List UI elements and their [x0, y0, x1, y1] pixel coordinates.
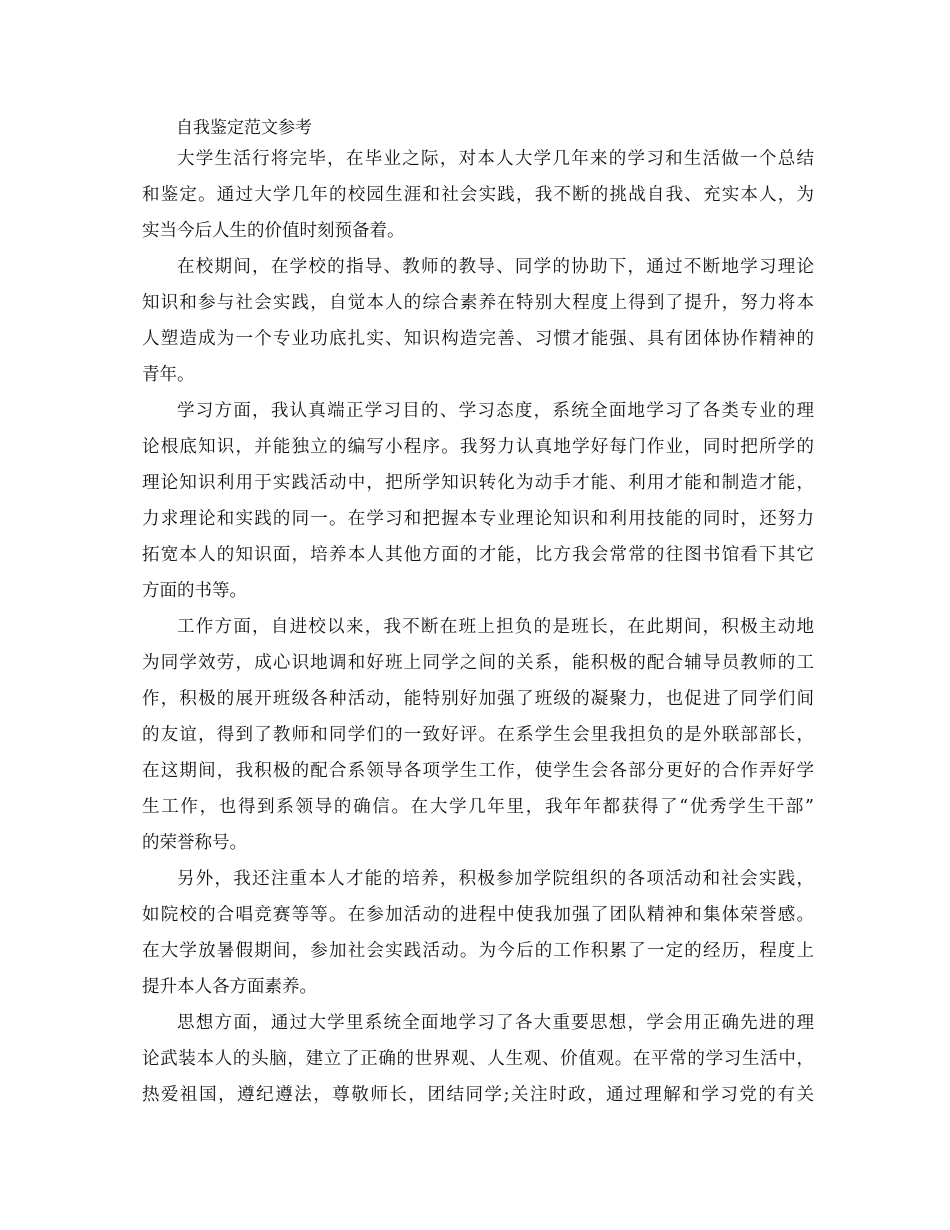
text-line: 工作方面，自进校以来，我不断在班上担负的是班长，在此期间，积极主动地 [177, 617, 814, 637]
text-line: 理论知识利用于实践活动中，把所学知识转化为动手才能、利用才能和制造才能， [142, 473, 814, 493]
text-line: 和鉴定。通过大学几年的校园生涯和社会实践，我不断的挑战自我、充实本人，为 [142, 185, 814, 205]
text-line: 另外，我还注重本人才能的培养，积极参加学院组织的各项活动和社会实践， [177, 869, 814, 889]
text-line: 论根底知识，并能独立的编写小程序。我努力认真地学好每门作业，同时把所学的 [142, 437, 814, 457]
paragraph [142, 1005, 814, 1113]
text-line: 在校期间，在学校的指导、教师的教导、同学的协助下，通过不断地学习理论 [177, 257, 814, 277]
text-line: 的友谊，得到了教师和同学们的一致好评。在系学生会里我担负的是外联部部长， [142, 725, 814, 745]
paragraph [142, 141, 814, 249]
text-line: 青年。 [142, 365, 195, 385]
text-line: 论武装本人的头脑，建立了正确的世界观、人生观、价值观。在平常的学习生活中， [142, 1049, 814, 1069]
paragraph-list [142, 141, 814, 1113]
paragraph [142, 393, 814, 609]
paragraph [142, 609, 814, 861]
text-line: 力求理论和实践的同一。在学习和把握本专业理论知识和利用技能的同时，还努力 [142, 509, 814, 529]
text-line: 作，积极的展开班级各种活动，能特别好加强了班级的凝聚力，也促进了同学们间 [142, 689, 814, 709]
text-line: 生工作，也得到系领导的确信。在大学几年里，我年年都获得了“优秀学生干部” [142, 797, 814, 817]
document-title: 自我鉴定范文参考 [176, 118, 312, 138]
text-line: 为同学效劳，成心识地调和好班上同学之间的关系，能积极的配合辅导员教师的工 [142, 653, 814, 673]
text-line: 实当今后人生的价值时刻预备着。 [142, 221, 405, 241]
document-body [142, 116, 814, 1113]
paragraph [142, 861, 814, 1005]
text-line: 知识和参与社会实践，自觉本人的综合素养在特别大程度上得到了提升，努力将本 [142, 293, 814, 313]
text-line: 大学生活行将完毕，在毕业之际，对本人大学几年来的学习和生活做一个总结 [177, 149, 814, 169]
text-line: 热爱祖国，遵纪遵法，尊敬师长，团结同学;关注时政，通过理解和学习党的有关 [142, 1085, 814, 1105]
text-line: 在大学放暑假期间，参加社会实践活动。为今后的工作积累了一定的经历，程度上 [142, 941, 814, 961]
text-line: 方面的书等。 [142, 581, 247, 601]
text-line: 提升本人各方面素养。 [142, 977, 317, 997]
text-line: 在这期间，我积极的配合系领导各项学生工作，使学生会各部分更好的合作弄好学 [142, 761, 814, 781]
text-line: 如院校的合唱竞赛等等。在参加活动的进程中使我加强了团队精神和集体荣誉感。 [142, 905, 814, 925]
text-line: 人塑造成为一个专业功底扎实、知识构造完善、习惯才能强、具有团体协作精神的 [142, 329, 814, 349]
text-line: 拓宽本人的知识面，培养本人其他方面的才能，比方我会常常的往图书馆看下其它 [142, 545, 814, 565]
text-line: 思想方面，通过大学里系统全面地学习了各大重要思想，学会用正确先进的理 [177, 1013, 814, 1033]
paragraph [142, 249, 814, 393]
text-line: 学习方面，我认真端正学习目的、学习态度，系统全面地学习了各类专业的理 [177, 401, 814, 421]
text-line: 的荣誉称号。 [142, 833, 247, 853]
